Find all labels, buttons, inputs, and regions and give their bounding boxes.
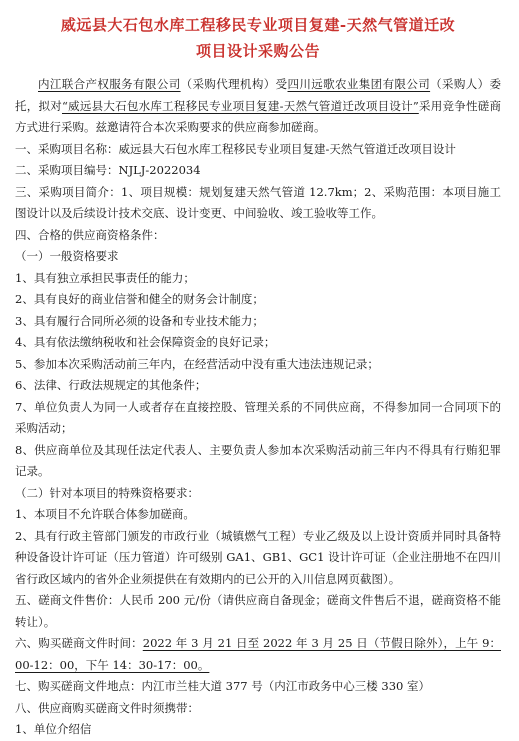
section-1-value: 威远县大石包水库工程移民专业项目复建-天然气管道迁改项目设计 xyxy=(118,141,456,156)
agency-name: 内江联合产权服务有限公司 xyxy=(38,77,181,91)
general-req-2: 2、具有良好的商业信誉和健全的财务会计制度； xyxy=(15,292,264,306)
section-4-sub2: （二）针对本项目的特殊资格要求： xyxy=(15,485,199,500)
section-1 xyxy=(15,139,501,161)
general-req-5: 5、参加本次采购活动前三年内，在经营活动中没有重大违法违规记录； xyxy=(15,356,379,371)
special-req-2: 2、具有行政主管部门颁发的市政行业（城镇燃气工程）专业乙级及以上设计资质并同时具备特种设备设计许可证（压力管道）许可级别 GA1、GB1、GC1 设计许可证（企业注册地不在四川省行政区域内的省外企业须提供在有效期内的已公开的入川信息网页截图）。 xyxy=(15,528,501,586)
project-quote: “威远县大石包水库工程移民专业项目复建-天然气管道迁改项目设计” xyxy=(62,98,419,113)
section-7-value: 内江市兰桂大道 377 号（内江市政务中心三楼 330 室） xyxy=(141,679,431,693)
section-8-item-1: 1、单位介绍信 xyxy=(15,722,92,736)
section-3-label: 三、采购项目简介： xyxy=(15,184,121,199)
special-req-1: 1、本项目不允许联合体参加磋商。 xyxy=(15,507,195,521)
general-req-3: 3、具有履行合同所必须的设备和专业技术能力； xyxy=(15,313,264,328)
section-1-label: 一、采购项目名称： xyxy=(15,141,119,156)
agency-note: （采购代理机构）受 xyxy=(180,77,288,91)
section-5 xyxy=(15,590,501,633)
section-4-sub1: （一）一般资格要求 xyxy=(15,249,119,263)
notice-title-line1: 威远县大石包水库工程移民专业项目复建-天然气管道迁改 xyxy=(60,16,456,34)
section-8-label: 八、供应商购买磋商文件时须携带： xyxy=(15,700,199,715)
section-5-value: 人民币 200 元/份（请供应商自备现金；磋商文件售后不退，磋商资格不能转让）。 xyxy=(15,593,502,629)
purchaser-name: 四川远歌农业集团有限公司 xyxy=(287,77,431,91)
section-6-value: 2022 年 3 月 21 日至 2022 年 3 月 25 日（节假日除外），上午 9：00-12：00，下午 14：30-17：00。 xyxy=(15,636,501,672)
section-2-label: 二、采购项目编号： xyxy=(15,163,119,177)
section-3-value: 1、项目规模：规划复建天然气管道 12.7km；2、采购范围：本项目施工图设计以及后续设计技术交底、设计变更、中间验收、竣工验收等工作。 xyxy=(15,184,502,220)
section-7-label: 七、购买磋商文件地点： xyxy=(15,679,142,693)
general-req-7: 7、单位负责人为同一人或者存在直接控股、管理关系的不同供应商，不得参加同一合同项下的采购活动； xyxy=(15,399,501,435)
section-7 xyxy=(15,676,501,698)
section-5-label: 五、磋商文件售价： xyxy=(15,593,120,607)
section-4-label: 四、合格的供应商资格条件： xyxy=(15,227,165,242)
section-6 xyxy=(15,633,501,676)
section-6-label: 六、购买磋商文件时间： xyxy=(15,636,143,650)
general-req-8: 8、供应商单位及其现任法定代表人、主要负责人参加本次采购活动前三年内不得具有行贿犯罪记录。 xyxy=(15,442,501,478)
general-req-4: 4、具有依法缴纳税收和社会保障资金的良好记录； xyxy=(15,335,276,349)
notice-title-line2: 项目设计采购公告 xyxy=(195,42,320,60)
intro-paragraph xyxy=(15,74,501,139)
section-3 xyxy=(15,182,501,225)
general-req-6: 6、法律、行政法规规定的其他条件； xyxy=(15,378,207,392)
purchaser-note: （采购人）委托，拟对 xyxy=(15,77,502,113)
general-req-1: 1、具有独立承担民事责任的能力； xyxy=(15,270,195,285)
section-2 xyxy=(15,160,501,182)
intro-rest: 采用竞争性磋商方式进行采购。兹邀请符合本次采购要求的供应商参加磋商。 xyxy=(15,98,502,134)
section-2-value: NJLJ-2022034 xyxy=(118,163,201,177)
